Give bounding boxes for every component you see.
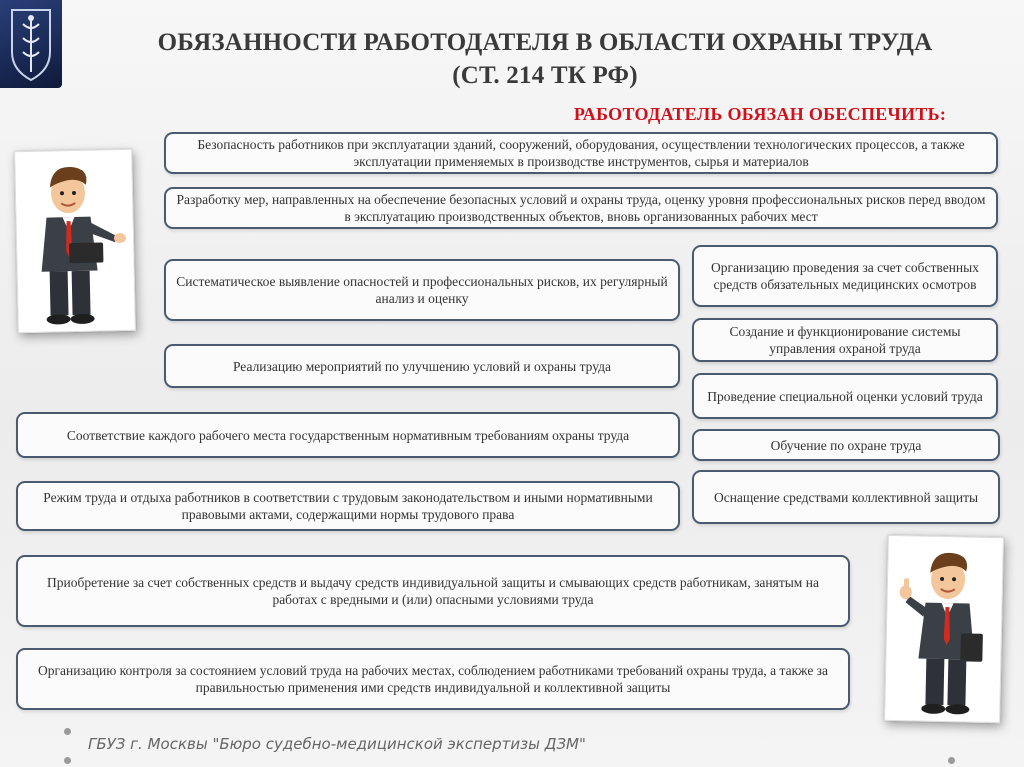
footer-organization: ГБУЗ г. Москвы "Бюро судебно-медицинской экспертизы ДЗМ" (88, 735, 586, 753)
duty-box-control-organization: Организацию контроля за состоянием условий труда на рабочих местах, соблюдением работниками требований охраны труда, а также за правильностью применения ими средств индивидуальной и коллективной защиты (16, 648, 850, 710)
businessman-pointing-card (14, 149, 136, 333)
emblem-icon (0, 0, 62, 88)
duty-box-hazard-identification: Систематическое выявление опасностей и профессиональных рисков, их регулярный анализ и оценку (164, 259, 680, 321)
footer-bullet-right (948, 757, 955, 764)
businessman-pointing-icon (15, 150, 135, 332)
duty-box-improvement-measures: Реализацию мероприятий по улучшению условий и охраны труда (164, 344, 680, 388)
duty-box-workplace-compliance: Соответствие каждого рабочего места государственным нормативным требованиям охраны труда (16, 412, 680, 458)
page-title-line-1: ОБЯЗАННОСТИ РАБОТОДАТЕЛЯ В ОБЛАСТИ ОХРАНЫ ТРУДА (157, 29, 933, 56)
emblem-logo (0, 0, 62, 88)
page-title-line-2: (СТ. 214 ТК РФ) (452, 62, 638, 89)
duty-box-collective-protection: Оснащение средствами коллективной защиты (692, 470, 1000, 524)
duty-box-training: Обучение по охране труда (692, 429, 1000, 461)
businessman-thumbs-up-icon (885, 536, 1003, 722)
footer-bullet-left-lower (64, 757, 71, 764)
section-subtitle: РАБОТОДАТЕЛЬ ОБЯЗАН ОБЕСПЕЧИТЬ: (573, 104, 947, 124)
duty-box-safety: Безопасность работников при эксплуатации зданий, сооружений, оборудования, осуществлении технологических процессов, а также эксплуатации применяемых в производстве инструментов, сырья и материалов (164, 132, 998, 174)
footer-bullet-left (64, 728, 71, 735)
page-title (70, 26, 1020, 92)
duty-box-work-rest-regime: Режим труда и отдыха работников в соответствии с трудовым законодательством и иными нормативными правовыми актами, содержащими нормы трудового права (16, 481, 680, 531)
duty-box-ppe-supply: Приобретение за счет собственных средств и выдачу средств индивидуальной защиты и смывающих средств работникам, занятым на работах с вредными и (или) опасными условиями труда (16, 555, 850, 627)
businessman-thumbs-up-card (884, 535, 1004, 723)
duty-box-management-system: Создание и функционирование системы управления охраной труда (692, 318, 998, 362)
duty-box-special-assessment: Проведение специальной оценки условий труда (692, 373, 998, 419)
duty-box-medical-exams: Организацию проведения за счет собственных средств обязательных медицинских осмотров (692, 245, 998, 307)
duty-box-risk-measures: Разработку мер, направленных на обеспечение безопасных условий и охраны труда, оценку уровня профессиональных рисков перед вводом в эксплуатацию производственных объектов, вновь организованных рабочих мест (164, 187, 998, 229)
